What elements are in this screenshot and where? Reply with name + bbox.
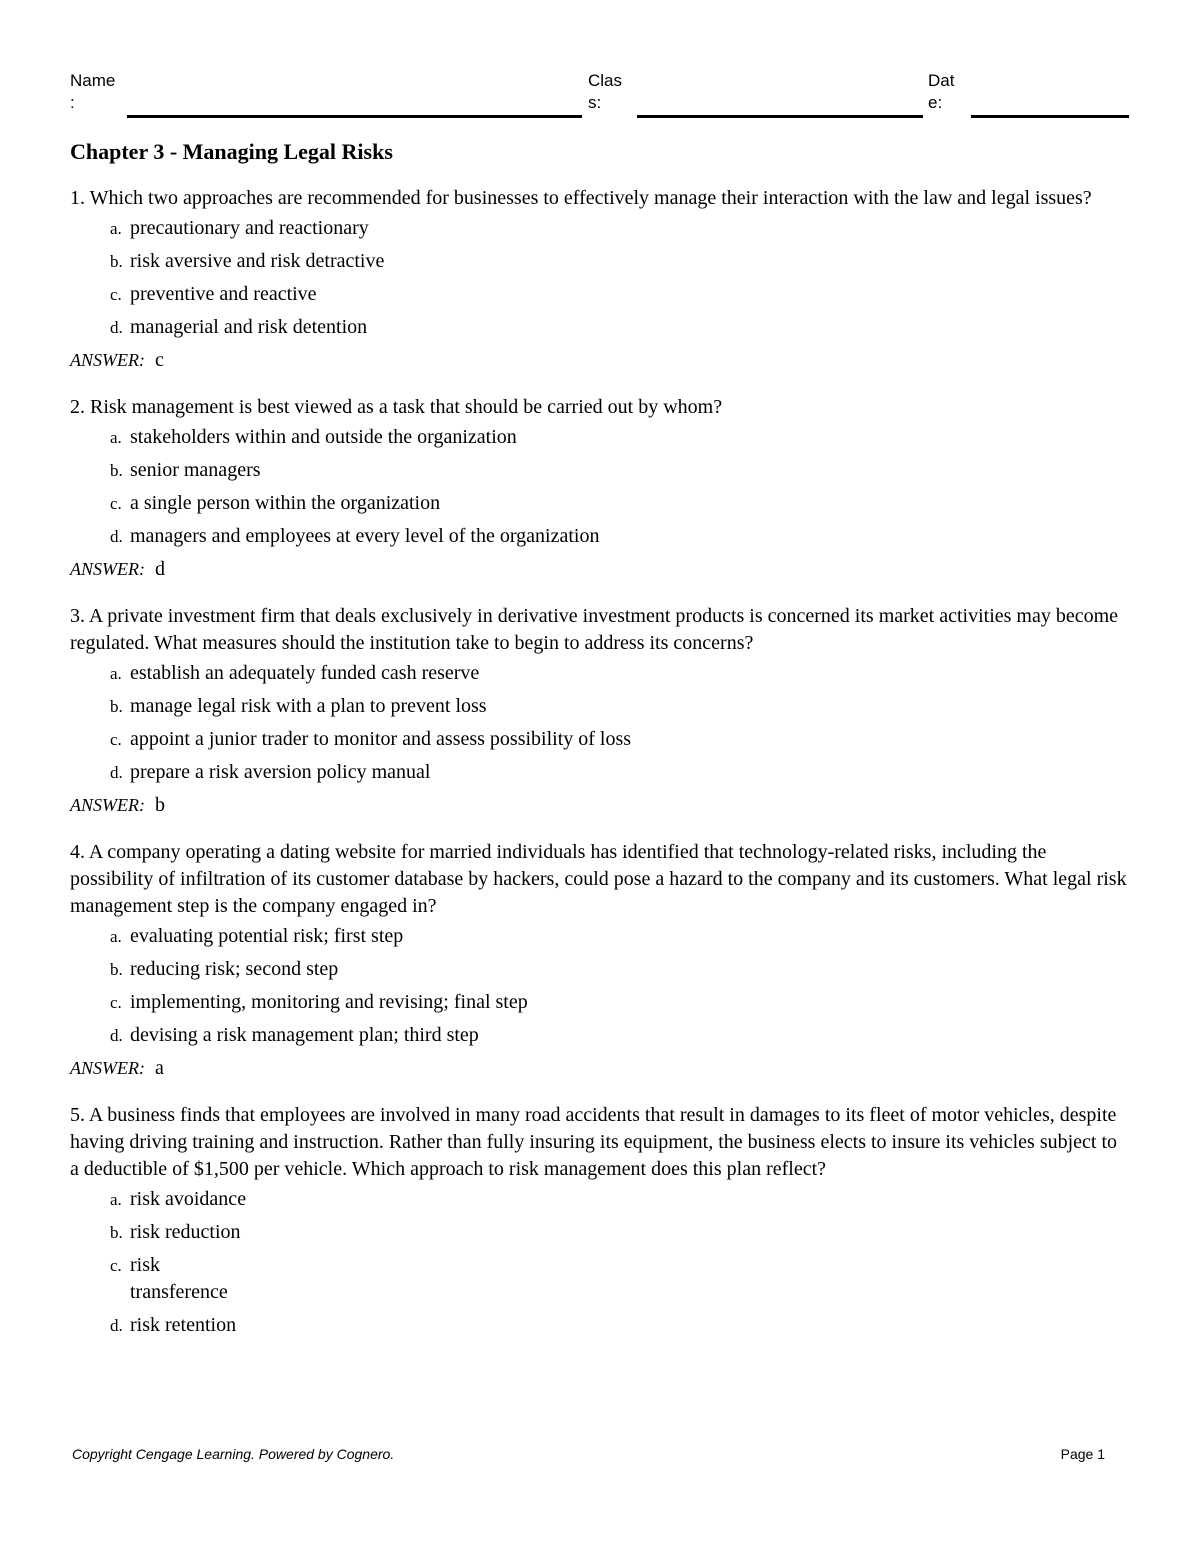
question-5 <box>70 1102 1130 1339</box>
answer-option[interactable] <box>70 759 1130 786</box>
answer-option[interactable] <box>70 424 1130 451</box>
question-1 <box>70 185 1130 374</box>
answer-label: ANSWER: <box>70 350 145 370</box>
answer-option[interactable] <box>70 1022 1130 1049</box>
answer-option[interactable] <box>70 490 1130 517</box>
answer-value: b <box>154 794 165 816</box>
option-text: prepare a risk aversion policy manual <box>130 761 431 783</box>
copyright-text: Copyright Cengage Learning. Powered by Cognero. <box>72 1446 395 1462</box>
question-3 <box>70 603 1130 819</box>
option-letter: c. <box>110 1256 122 1275</box>
option-letter: d. <box>110 318 123 337</box>
option-text: preventive and reactive <box>130 283 317 305</box>
option-list <box>70 424 1130 550</box>
option-letter: d. <box>110 763 123 782</box>
option-letter: a. <box>110 664 122 683</box>
name-label-top: Name <box>70 71 116 90</box>
date-label-top: Dat <box>928 71 955 90</box>
quiz-content <box>70 136 1130 1359</box>
option-text: risk reduction <box>130 1221 241 1243</box>
question-number: 5. <box>70 1104 85 1126</box>
option-letter: b. <box>110 697 123 716</box>
option-text: risk retention <box>130 1314 237 1336</box>
option-letter: c. <box>110 993 122 1012</box>
answer-option[interactable] <box>70 989 1130 1016</box>
answer-option[interactable] <box>70 281 1130 308</box>
class-field-label <box>588 70 648 114</box>
option-text: risk aversive and risk detractive <box>130 250 385 272</box>
answer-line <box>70 1055 1130 1082</box>
option-letter: c. <box>110 730 122 749</box>
question-stem <box>70 1102 1130 1183</box>
answer-option[interactable] <box>70 693 1130 720</box>
answer-option[interactable] <box>70 314 1130 341</box>
option-text: precautionary and reactionary <box>130 217 369 239</box>
question-list <box>70 185 1130 1339</box>
question-number: 2. <box>70 396 85 418</box>
option-text: stakeholders within and outside the organization <box>130 426 517 448</box>
name-input-line[interactable] <box>127 115 582 118</box>
option-text: a single person within the organization <box>130 492 441 514</box>
option-list <box>70 215 1130 341</box>
question-2 <box>70 394 1130 583</box>
date-label-bottom: e: <box>928 93 943 112</box>
question-stem <box>70 603 1130 657</box>
class-input-line[interactable] <box>637 115 923 118</box>
class-label-bottom: s: <box>588 93 602 112</box>
option-text: managerial and risk detention <box>130 316 368 338</box>
answer-option[interactable] <box>70 726 1130 753</box>
option-letter: b. <box>110 252 123 271</box>
question-number: 4. <box>70 841 85 863</box>
option-letter: a. <box>110 428 122 447</box>
option-text: managers and employees at every level of the organization <box>130 525 600 547</box>
answer-option[interactable] <box>70 1186 1130 1213</box>
question-text: Risk management is best viewed as a task that should be carried out by whom? <box>90 396 723 418</box>
page-number: Page 1 <box>1060 1446 1105 1462</box>
option-text: devising a risk management plan; third step <box>130 1024 479 1046</box>
question-text: A private investment firm that deals exclusively in derivative investment products is concerned its market activities may become regulated. What measures should the institution take to begin to address its concerns? <box>70 605 1119 654</box>
option-text: risk avoidance <box>130 1188 247 1210</box>
answer-label: ANSWER: <box>70 1058 145 1078</box>
class-label-top: Clas <box>588 71 623 90</box>
question-text: Which two approaches are recommended for businesses to effectively manage their interaction with the law and legal issues? <box>89 187 1092 209</box>
option-letter: b. <box>110 461 123 480</box>
option-list <box>70 660 1130 786</box>
option-letter: a. <box>110 219 122 238</box>
option-letter: c. <box>110 285 122 304</box>
option-text: evaluating potential risk; first step <box>130 925 404 947</box>
answer-value: d <box>154 558 165 580</box>
question-4 <box>70 839 1130 1082</box>
date-input-line[interactable] <box>971 115 1129 118</box>
option-letter: a. <box>110 1190 122 1209</box>
option-text: senior managers <box>130 459 261 481</box>
question-stem <box>70 839 1130 920</box>
question-text: A company operating a dating website for married individuals has identified that technology-related risks, including the possibility of infiltration of its customer database by hackers, could pose a hazard to the company and its customers. What legal risk management step is the company engaged in? <box>70 841 1127 917</box>
answer-option[interactable] <box>70 1252 1130 1306</box>
option-text: implementing, monitoring and revising; final step <box>130 991 528 1013</box>
answer-value: a <box>154 1057 164 1079</box>
option-text: manage legal risk with a plan to prevent loss <box>130 695 487 717</box>
question-number: 1. <box>70 187 85 209</box>
answer-option[interactable] <box>70 215 1130 242</box>
option-letter: d. <box>110 527 123 546</box>
option-letter: b. <box>110 960 123 979</box>
answer-option[interactable] <box>70 248 1130 275</box>
question-text: A business finds that employees are involved in many road accidents that result in damages to its fleet of motor vehicles, despite having driving training and instruction. Rather than fully insuring its equipment, the business elects to insure its vehicles subject to a deductible of $1,500 per vehicle. Which approach to risk management does this plan reflect? <box>70 1104 1118 1180</box>
answer-line <box>70 347 1130 374</box>
answer-line <box>70 556 1130 583</box>
date-field-label <box>928 70 988 114</box>
answer-value: c <box>154 349 164 371</box>
name-field-label <box>70 70 130 114</box>
option-letter: b. <box>110 1223 123 1242</box>
option-text: reducing risk; second step <box>130 958 339 980</box>
question-number: 3. <box>70 605 85 627</box>
name-label-bottom: : <box>70 93 75 112</box>
option-text: appoint a junior trader to monitor and assess possibility of loss <box>130 728 632 750</box>
question-stem <box>70 394 1130 421</box>
option-letter: c. <box>110 494 122 513</box>
answer-option[interactable] <box>70 1219 1130 1246</box>
question-stem <box>70 185 1130 212</box>
answer-label: ANSWER: <box>70 559 145 579</box>
option-letter: d. <box>110 1026 123 1045</box>
answer-option[interactable] <box>70 923 1130 950</box>
answer-option[interactable] <box>70 457 1130 484</box>
answer-label: ANSWER: <box>70 795 145 815</box>
option-text: establish an adequately funded cash reserve <box>130 662 480 684</box>
answer-line <box>70 792 1130 819</box>
option-letter: d. <box>110 1316 123 1335</box>
answer-option[interactable] <box>70 1312 1130 1339</box>
answer-option[interactable] <box>70 523 1130 550</box>
chapter-title: Chapter 3 - Managing Legal Risks <box>70 139 393 164</box>
option-list <box>70 1186 1130 1339</box>
option-text: risk transference <box>130 1254 228 1303</box>
option-letter: a. <box>110 927 122 946</box>
answer-option[interactable] <box>70 956 1130 983</box>
option-list <box>70 923 1130 1049</box>
answer-option[interactable] <box>70 660 1130 687</box>
